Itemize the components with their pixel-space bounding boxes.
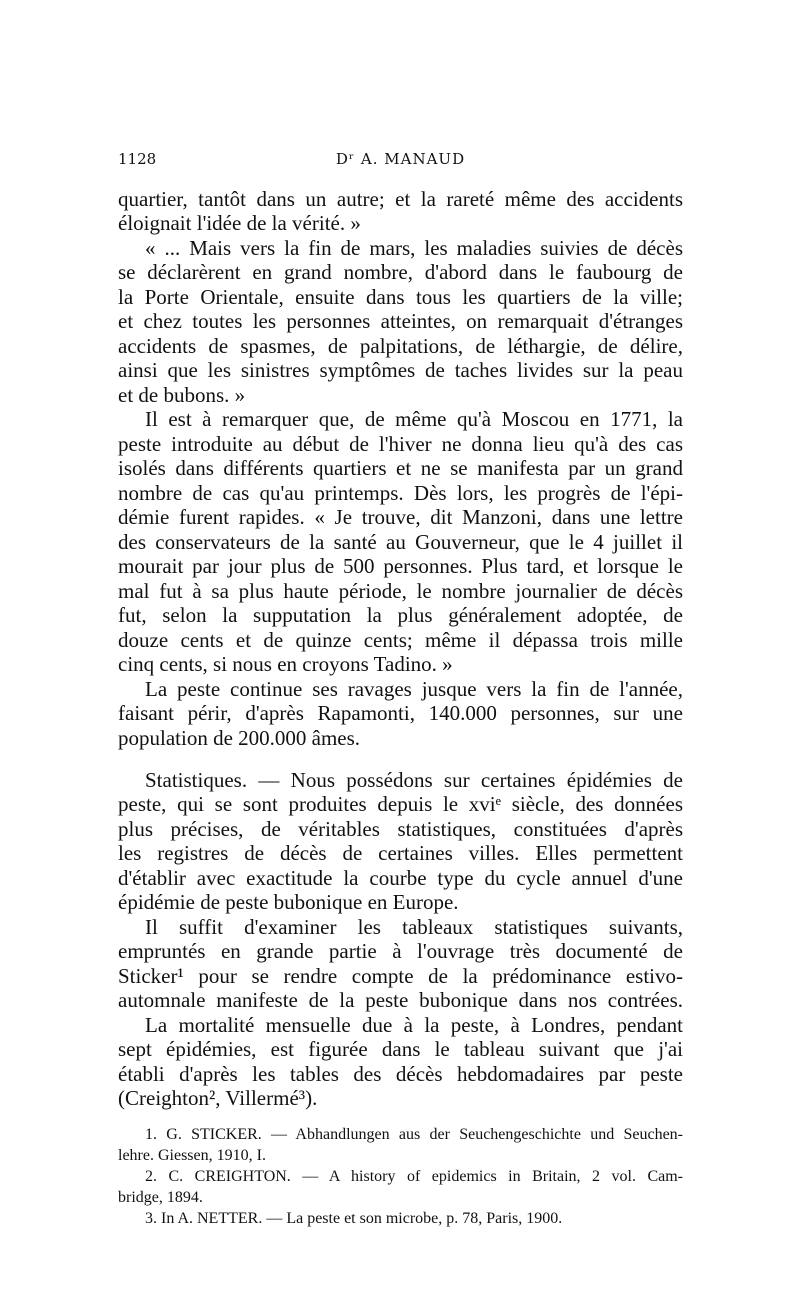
text-line: Statistiques. — Nous possédons sur certaines épidémies de — [145, 768, 683, 792]
text-line: La mortalité mensuelle due à la peste, à Londres, pendant — [145, 1013, 683, 1037]
text-line: sept épidémies, est figurée dans le tableau suivant que j'ai — [118, 1037, 683, 1061]
text-line: automnale manifeste de la peste bubonique dans nos contrées. — [118, 988, 683, 1012]
page-number: 1128 — [118, 150, 157, 168]
text-line: démie furent rapides. « Je trouve, dit Manzoni, dans une lettre — [118, 505, 683, 529]
text-line: et chez toutes les personnes atteintes, on remarquait d'étranges — [118, 309, 683, 333]
text-line: et de bubons. » — [118, 383, 246, 407]
text-line: Il est à remarquer que, de même qu'à Moscou en 1771, la — [145, 407, 683, 431]
text-line: « ... Mais vers la fin de mars, les maladies suivies de décès — [145, 236, 683, 260]
text-line: éloignait l'idée de la vérité. » — [118, 211, 361, 235]
text-line: cinq cents, si nous en croyons Tadino. » — [118, 652, 453, 676]
text-line: des conservateurs de la santé au Gouverneur, que le 4 juillet il — [118, 530, 683, 554]
footnote-line: bridge, 1894. — [118, 1189, 203, 1206]
running-head-author: Dʳ A. MANAUD — [335, 150, 466, 168]
text-line: (Creighton², Villermé³). — [118, 1086, 318, 1110]
text-line: isolés dans différents quartiers et ne se manifesta par un grand — [118, 456, 683, 480]
text-line: faisant périr, d'après Rapamonti, 140.000 personnes, sur une — [118, 701, 683, 725]
text-line: douze cents et de quinze cents; même il dépassa trois mille — [118, 628, 683, 652]
text-line: nombre de cas qu'au printemps. Dès lors, les progrès de l'épi- — [118, 481, 683, 505]
text-line: accidents de spasmes, de palpitations, de léthargie, de délire, — [118, 334, 683, 358]
text-line: plus précises, de véritables statistiques, constituées d'après — [118, 817, 683, 841]
text-line: mourait par jour plus de 500 personnes. Plus tard, et lorsque le — [118, 554, 683, 578]
text-line: population de 200.000 âmes. — [118, 726, 361, 750]
text-line: peste, qui se sont produites depuis le xviᵉ siècle, des données — [118, 792, 683, 816]
text-line: ainsi que les sinistres symptômes de taches livides sur la peau — [118, 358, 683, 382]
text-line: Sticker¹ pour se rendre compte de la prédominance estivo- — [118, 964, 683, 988]
text-line: épidémie de peste bubonique en Europe. — [118, 890, 459, 914]
text-line: établi d'après les tables des décès hebdomadaires par peste — [118, 1062, 683, 1086]
text-line: se déclarèrent en grand nombre, d'abord dans le faubourg de — [118, 260, 683, 284]
text-line: peste introduite au début de l'hiver ne donna lieu qu'à des cas — [118, 432, 683, 456]
text-line: la Porte Orientale, ensuite dans tous les quartiers de la ville; — [118, 285, 683, 309]
footnote-line: 1. G. STICKER. — Abhandlungen aus der Seuchengeschichte und Seuchen- — [145, 1126, 683, 1143]
footnote-line: 2. C. CREIGHTON. — A history of epidemics in Britain, 2 vol. Cam- — [145, 1168, 683, 1185]
text-line: quartier, tantôt dans un autre; et la rareté même des accidents — [118, 187, 683, 211]
text-line: fut, selon la supputation la plus généralement adoptée, de — [118, 603, 683, 627]
text-line: mal fut à sa plus haute période, le nombre journalier de décès — [118, 579, 683, 603]
text-line: empruntés en grande partie à l'ouvrage très documenté de — [118, 939, 683, 963]
footnote-line: 3. In A. NETTER. — La peste et son microbe, p. 78, Paris, 1900. — [145, 1210, 563, 1227]
running-header — [118, 150, 683, 174]
text-line: La peste continue ses ravages jusque vers la fin de l'année, — [145, 677, 683, 701]
text-line: Il suffit d'examiner les tableaux statistiques suivants, — [145, 915, 683, 939]
footnote-line: lehre. Giessen, 1910, I. — [118, 1147, 266, 1164]
text-line: les registres de décès de certaines villes. Elles permettent — [118, 841, 683, 865]
text-line: d'établir avec exactitude la courbe type du cycle annuel d'une — [118, 866, 683, 890]
